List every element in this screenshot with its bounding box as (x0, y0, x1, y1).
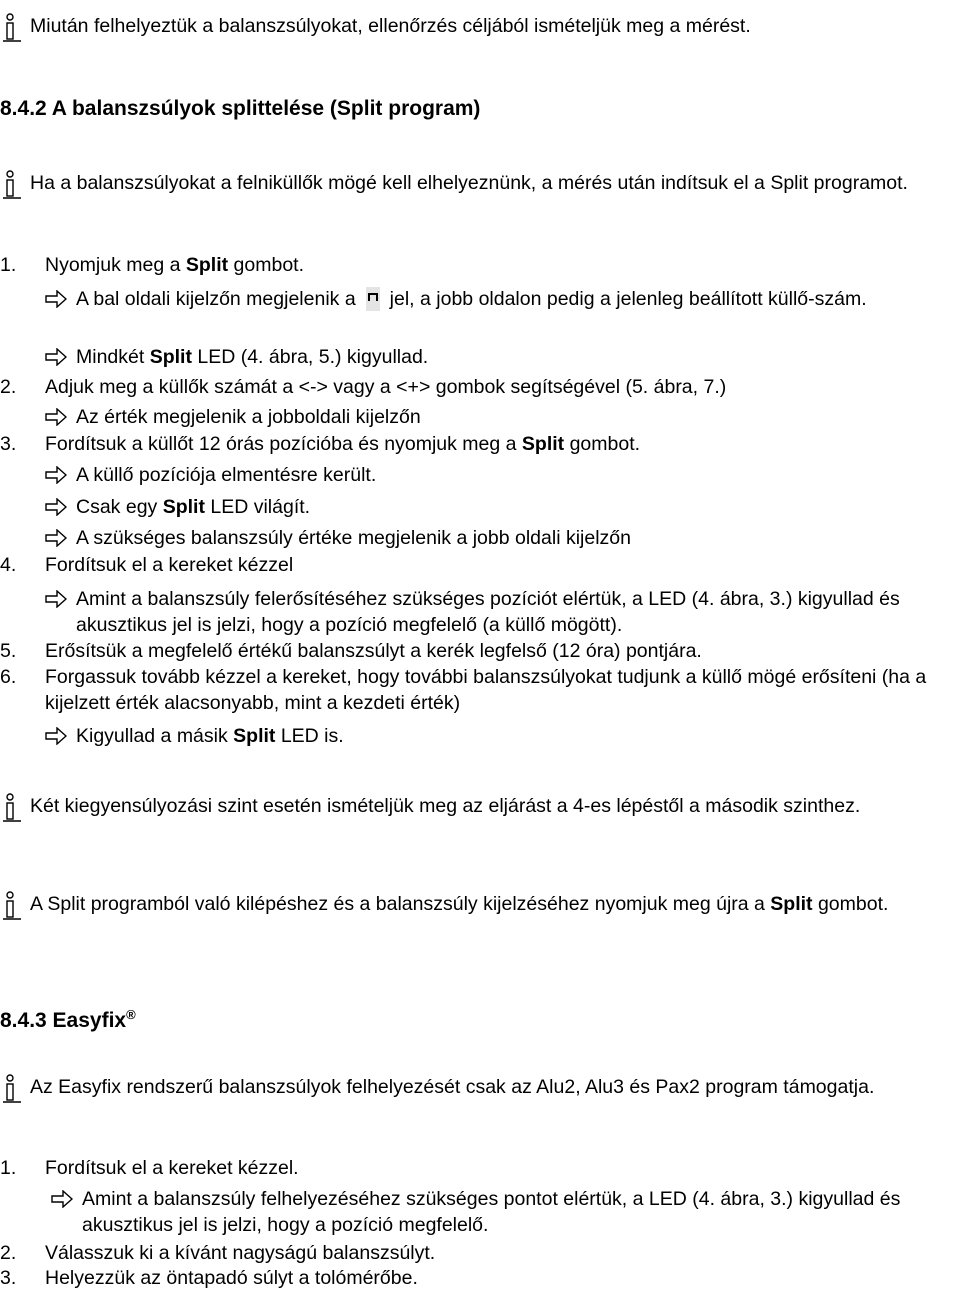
info-i-icon (2, 891, 22, 923)
step-number: 1. (0, 1157, 17, 1179)
info-i-icon (2, 1074, 22, 1106)
hollow-right-arrow-icon (45, 590, 67, 608)
result-item: Mindkét Split LED (4. ábra, 5.) kigyullad. (45, 344, 958, 370)
section-heading: 8.4.2 A balanszsúlyok splittelése (Split program) (0, 97, 481, 120)
step-text: Válasszuk ki a kívánt nagyságú balanszsúlyt. (45, 1242, 436, 1264)
step-number: 2. (0, 376, 17, 398)
info-note (0, 13, 958, 39)
split-display-symbol-icon (366, 287, 380, 311)
info-note (0, 170, 958, 196)
step-number: 6. (0, 666, 17, 688)
hollow-right-arrow-icon (45, 466, 67, 484)
result-item: A szükséges balanszsúly értéke megjelenik a jobb oldali kijelzőn (45, 525, 958, 551)
result-item: Csak egy Split LED világít. (45, 494, 958, 520)
step-text: Erősítsük a megfelelő értékű balanszsúlyt a kerék legfelső (12 óra) pontjára. (45, 640, 702, 662)
step-text: Fordítsuk a küllőt 12 órás pozícióba és nyomjuk meg a Split gombot. (45, 433, 641, 455)
note-text: Két kiegyensúlyozási szint esetén ismételjük meg az eljárást a 4-es lépéstől a második szinthez. (30, 795, 861, 817)
info-note (0, 891, 958, 917)
hollow-right-arrow-icon (45, 727, 67, 745)
result-item: Amint a balanszsúly felerősítéséhez szükséges pozíciót elértük, a LED (4. ábra, 3.) kigyullad és akusztikus jel is jelzi, hogy a pozíció megfelelő (a küllő mögött). (45, 586, 958, 638)
hollow-right-arrow-icon (45, 408, 67, 426)
info-i-icon (2, 793, 22, 825)
step-text: Fordítsuk el a kereket kézzel. (45, 1157, 299, 1179)
note-text: Az Easyfix rendszerű balanszsúlyok felhelyezését csak az Alu2, Alu3 és Pax2 program támogatja. (30, 1076, 875, 1098)
step-number: 3. (0, 1267, 17, 1289)
result-item: Kigyullad a másik Split LED is. (45, 723, 958, 749)
info-note (0, 1074, 958, 1100)
step-text: Helyezzük az öntapadó súlyt a tolómérőbe. (45, 1267, 418, 1289)
note-text: Miután felhelyeztük a balanszsúlyokat, ellenőrzés céljából ismételjük meg a mérést. (30, 15, 751, 37)
hollow-right-arrow-icon (45, 290, 67, 308)
info-note (0, 793, 958, 819)
step-text: Nyomjuk meg a Split gombot. (45, 254, 305, 276)
hollow-right-arrow-icon (51, 1190, 73, 1208)
step-text: Forgassuk tovább kézzel a kereket, hogy további balanszsúlyokat tudjunk a küllő mögé erősíteni (ha a kijelzett érték alacsonyabb, mint a kezdeti érték) (45, 666, 927, 714)
info-i-icon (2, 13, 22, 45)
hollow-right-arrow-icon (45, 498, 67, 516)
note-text: A Split programból való kilépéshez és a balanszsúly kijelzéséhez nyomjuk meg újra a Split gombot. (30, 893, 889, 915)
result-item: A bal oldali kijelzőn megjelenik a jel, a jobb oldalon pedig a jelenleg beállított küllő-szám. (45, 286, 958, 312)
step-number: 2. (0, 1242, 17, 1264)
hollow-right-arrow-icon (45, 348, 67, 366)
step-number: 3. (0, 433, 17, 455)
step-number: 1. (0, 254, 17, 276)
result-item: Amint a balanszsúly felhelyezéséhez szükséges pontot elértük, a LED (4. ábra, 3.) kigyullad és akusztikus jel is jelzi, hogy a pozíció megfelelő. (51, 1186, 956, 1238)
step-text: Fordítsuk el a kereket kézzel (45, 554, 294, 576)
step-text: Adjuk meg a küllők számát a <-> vagy a <+> gombok segítségével (5. ábra, 7.) (45, 376, 727, 398)
result-item: A küllő pozíciója elmentésre került. (45, 462, 958, 488)
result-item: Az érték megjelenik a jobboldali kijelzőn (45, 404, 958, 430)
step-number: 4. (0, 554, 17, 576)
info-i-icon (2, 170, 22, 202)
hollow-right-arrow-icon (45, 529, 67, 547)
section-heading: 8.4.3 Easyfix® (0, 1007, 136, 1032)
note-text: Ha a balanszsúlyokat a felniküllők mögé kell elhelyeznünk, a mérés után indítsuk el a Split programot. (30, 172, 908, 194)
step-number: 5. (0, 640, 17, 662)
